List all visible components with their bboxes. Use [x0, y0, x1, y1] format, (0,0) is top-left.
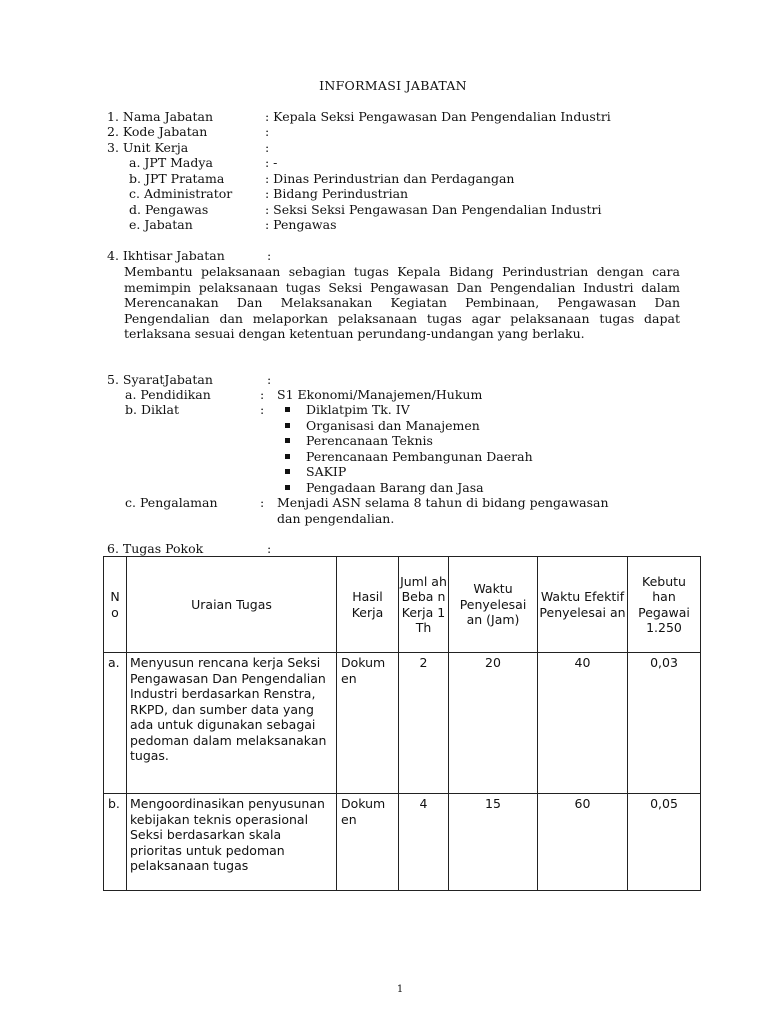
header-uraian: Uraian Tugas [127, 557, 337, 653]
item-value: S1 Ekonomi/Manajemen/Hukum [277, 387, 483, 402]
item-value: : [267, 372, 272, 387]
item-label: 3. Unit Kerja [107, 140, 189, 155]
item-value: : Pengawas [265, 217, 337, 232]
cell-efektif: 40 [538, 653, 628, 794]
table-row [104, 653, 701, 794]
bullet-square-icon [285, 438, 290, 443]
item-label: 1. Nama Jabatan [107, 109, 214, 124]
item-colon: : [260, 402, 265, 417]
table-header-row [104, 557, 701, 653]
item-value: : [265, 124, 270, 139]
list-item [285, 433, 533, 449]
item-label: b. Diklat [125, 402, 180, 417]
item-value: : - [265, 155, 278, 170]
cell-jumlah: 2 [399, 653, 449, 794]
item-colon: : [260, 387, 265, 402]
header-no: N o [104, 557, 127, 653]
header-jumlah: Juml ah Beba n Kerja 1 Th [399, 557, 449, 653]
cell-no: b. [104, 794, 127, 891]
item-value: : Kepala Seksi Pengawasan Dan Pengendalian Industri [265, 109, 611, 124]
list-item-text: Organisasi dan Manajemen [306, 417, 480, 433]
item-label: a. Pendidikan [125, 387, 211, 402]
list-item-text: Diklatpim Tk. IV [306, 402, 410, 417]
item-value: : Seksi Seksi Pengawasan Dan Pengendalian Industri [265, 202, 602, 217]
list-item [285, 418, 533, 434]
item-value: : [265, 140, 270, 155]
list-item [285, 480, 533, 496]
item-label: a. JPT Madya [129, 155, 213, 170]
item-label: 4. Ikhtisar Jabatan [107, 248, 225, 263]
cell-kebutuhan: 0,03 [628, 653, 701, 794]
bullet-square-icon [285, 469, 290, 474]
list-item-text: Pengadaan Barang dan Jasa [306, 479, 484, 495]
item-value: : [267, 248, 272, 263]
cell-hasil: Dokum en [337, 794, 399, 891]
bullet-square-icon [285, 485, 290, 490]
header-efektif: Waktu Efektif Penyelesai an [538, 557, 628, 653]
cell-uraian: Menyusun rencana kerja Seksi Pengawasan Dan Pengendalian Industri berdasarkan Renstra, RKPD, dan sumber data yang ada untuk digunakan sebagai pedoman dalam melaksanakan tugas. [127, 653, 337, 794]
bullet-square-icon [285, 423, 290, 428]
ikhtisar-paragraph: Membantu pelaksanaan sebagian tugas Kepala Bidang Perindustrian dengan cara memimpin pelaksanaan tugas Seksi Pengawasan Dan Pengendalian Industri dalam Merencanakan Dan Melaksanakan Kegiatan Pembinaan, Pengawasan Dan Pengendalian dan melaporkan pelaksanaan tugas agar pelaksanaan tugas dapat terlaksana sesuai dengan ketentuan perundang-undangan yang berlaku. [124, 264, 680, 341]
header-waktu: Waktu Penyelesai an (Jam) [449, 557, 538, 653]
item-label: c. Pengalaman [125, 495, 218, 510]
item-label: e. Jabatan [129, 217, 193, 232]
item-label: 6. Tugas Pokok [107, 541, 204, 556]
item-value: Menjadi ASN selama 8 tahun di bidang pengawasan [277, 495, 609, 510]
diklat-list [285, 402, 533, 495]
cell-efektif: 60 [538, 794, 628, 891]
cell-jumlah: 4 [399, 794, 449, 891]
list-item [285, 402, 533, 418]
item-label: d. Pengawas [129, 202, 209, 217]
cell-uraian: Mengoordinasikan penyusunan kebijakan teknis operasional Seksi berdasarkan skala prioritas untuk pedoman pelaksanaan tugas [127, 794, 337, 891]
list-item [285, 464, 533, 480]
cell-no: a. [104, 653, 127, 794]
item-value-cont: dan pengendalian. [277, 511, 395, 526]
bullet-square-icon [285, 454, 290, 459]
item-value: : Dinas Perindustrian dan Perdagangan [265, 171, 515, 186]
item-label: b. JPT Pratama [129, 171, 225, 186]
document-title: INFORMASI JABATAN [319, 78, 467, 93]
list-item [285, 449, 533, 465]
item-label: 5. SyaratJabatan [107, 372, 213, 387]
table-row [104, 794, 701, 891]
cell-kebutuhan: 0,05 [628, 794, 701, 891]
item-label: 2. Kode Jabatan [107, 124, 208, 139]
list-item-text: SAKIP [306, 464, 347, 479]
item-label: c. Administrator [129, 186, 233, 201]
cell-waktu: 15 [449, 794, 538, 891]
page-number: 1 [396, 984, 404, 995]
header-kebutuhan: Kebutu han Pegawai 1.250 [628, 557, 701, 653]
item-colon: : [260, 495, 265, 510]
cell-waktu: 20 [449, 653, 538, 794]
bullet-square-icon [285, 407, 290, 412]
item-value: : Bidang Perindustrian [265, 186, 409, 201]
header-hasil: Hasil Kerja [337, 557, 399, 653]
cell-hasil: Dokum en [337, 653, 399, 794]
list-item-text: Perencanaan Pembangunan Daerah [306, 448, 533, 464]
item-value: : [267, 541, 272, 556]
tugas-table [103, 556, 701, 891]
list-item-text: Perencanaan Teknis [306, 433, 433, 448]
